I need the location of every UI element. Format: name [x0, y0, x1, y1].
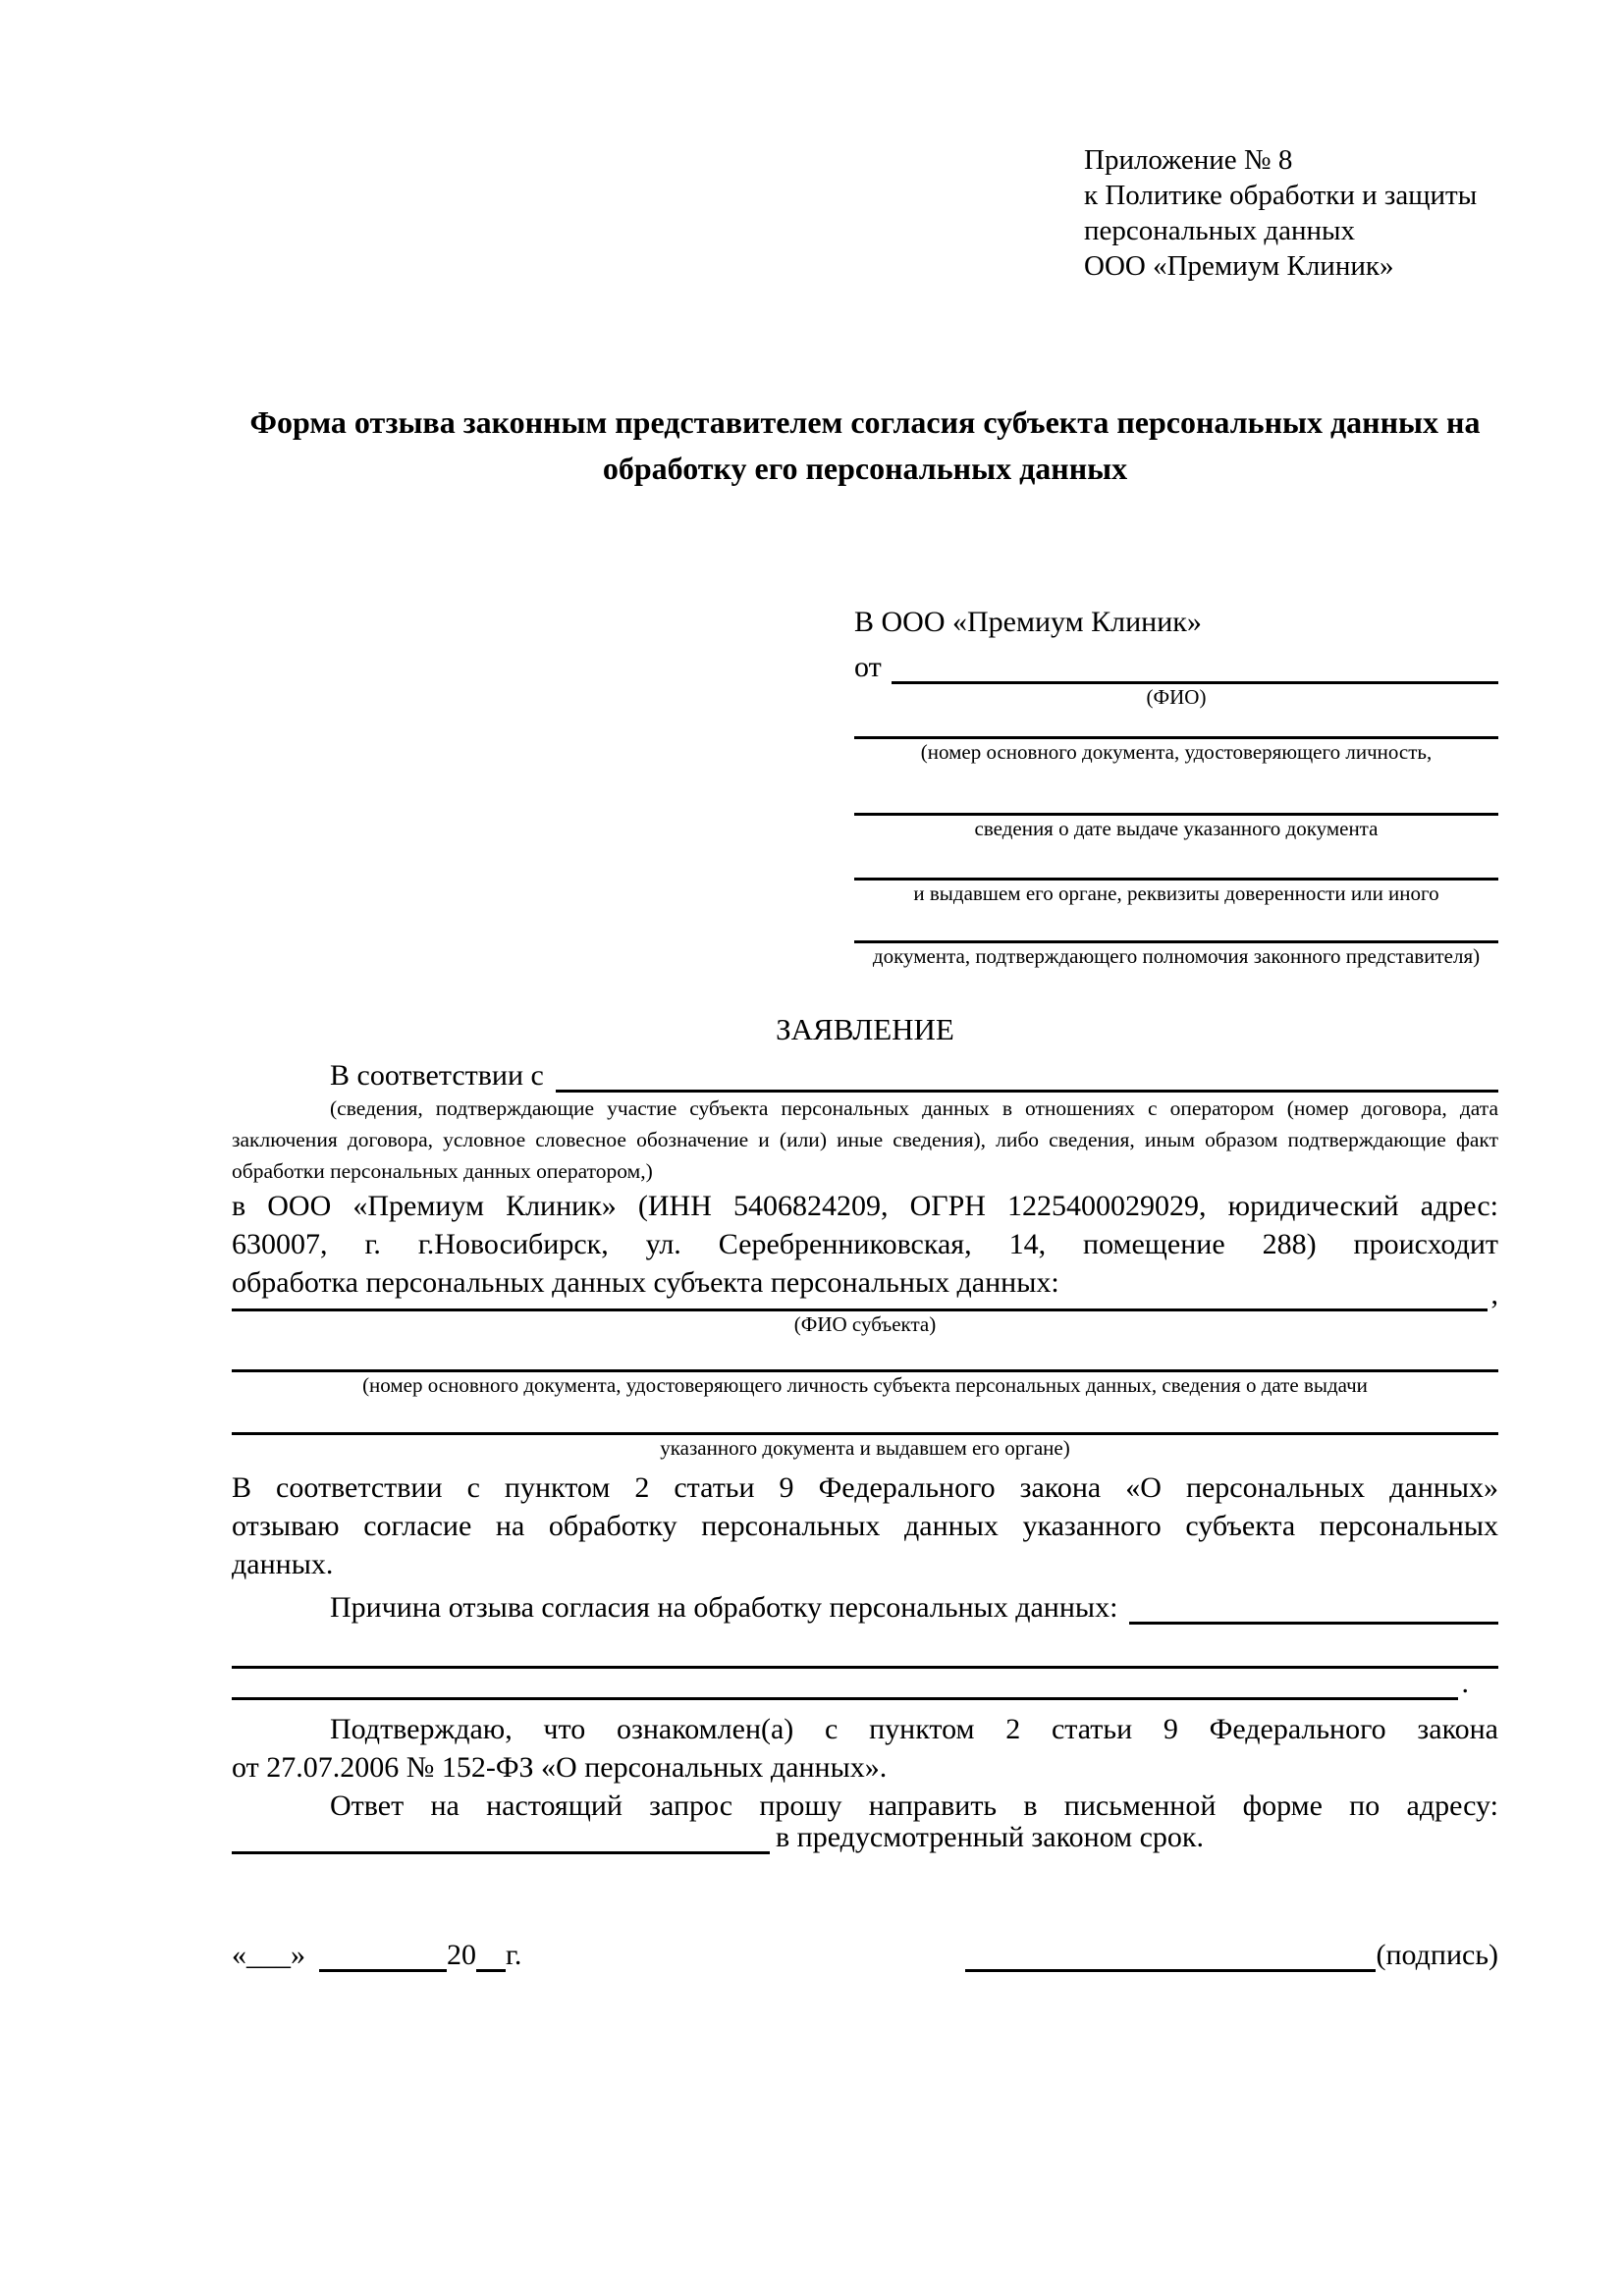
signature-group	[965, 1931, 1498, 1972]
appendix-header-line: персональных данных	[1084, 215, 1356, 246]
footer-row	[232, 1931, 1498, 1972]
reason-label: Причина отзыва согласия на обработку персональных данных:	[330, 1591, 1118, 1624]
doc-caption-3: и выдавшем его органе, реквизиты доверенности или иного	[913, 881, 1439, 905]
operator-paragraph-line-3: обработка персональных данных субъекта персональных данных:	[232, 1266, 1059, 1299]
date-year-suffix: г.	[506, 1939, 522, 1971]
appendix-header-line: ООО «Премиум Клиник»	[1084, 250, 1394, 282]
subject-fio-comma: ,	[1490, 1278, 1498, 1310]
response-request: Ответ на настоящий запрос прошу направить в письменной форме по адресу:	[330, 1789, 1498, 1822]
fio-caption: (ФИО)	[1146, 685, 1207, 709]
subject-doc-input-line-2[interactable]	[232, 1398, 1498, 1435]
appendix-header	[1084, 142, 1498, 284]
signature-input-line[interactable]	[965, 1969, 1376, 1972]
acknowledgement-line-1: Подтверждаю, что ознакомлен(а) с пунктом 2 статьи 9 Федерального закона	[330, 1713, 1498, 1745]
operator-paragraph-line-1: в ООО «Премиум Клиник» (ИНН 5406824209, ОГРН 1225400029029, юридический адрес:	[232, 1190, 1498, 1222]
appendix-header-line: к Политике обработки и защиты	[1084, 180, 1478, 211]
representative-doc-input-line-3[interactable]	[854, 841, 1498, 881]
date-year-input-line[interactable]	[476, 1969, 506, 1972]
from-label: от	[854, 651, 882, 683]
withdrawal-paragraph	[232, 1468, 1498, 1583]
basis-label: В соответствии с	[330, 1059, 544, 1092]
subject-doc-caption-2: указанного документа и выдавшем его органе)	[660, 1436, 1070, 1460]
subject-doc-caption-1: (номер основного документа, удостоверяющего личность субъекта персональных данных, сведения о дате выдачи	[362, 1373, 1368, 1397]
withdrawal-line-1: В соответствии с пунктом 2 статьи 9 Федерального закона «О персональных данных»	[232, 1471, 1498, 1504]
reason-continuation-row	[232, 1669, 1498, 1700]
basis-footnote	[232, 1093, 1498, 1187]
signature-caption: (подпись)	[1376, 1939, 1498, 1971]
form-title: Форма отзыва законным представителем согласия субъекта персональных данных на обработку его персональных данных	[249, 404, 1481, 486]
withdrawal-line-2: отзываю согласие на обработку персональных данных указанного субъекта персональных	[232, 1510, 1498, 1542]
date-month-input-line[interactable]	[319, 1969, 447, 1972]
withdrawal-line-3: данных.	[232, 1548, 334, 1580]
doc-caption-1: (номер основного документа, удостоверяющего личность,	[920, 740, 1433, 764]
addressee-block	[854, 602, 1498, 969]
subject-doc-input-line-1[interactable]	[232, 1337, 1498, 1372]
reason-continuation-line-2[interactable]	[232, 1697, 1458, 1700]
doc-caption-2: сведения о дате выдаче указанного документа	[974, 817, 1379, 840]
reason-input-line[interactable]	[1129, 1622, 1498, 1625]
reason-row	[232, 1583, 1498, 1625]
appendix-header-line: Приложение № 8	[1084, 144, 1293, 176]
operator-paragraph-line-2: 630007, г. г.Новосибирск, ул. Серебренниковская, 14, помещение 288) происходит	[232, 1228, 1498, 1260]
operator-paragraph	[232, 1187, 1498, 1302]
acknowledgement-line-2: от 27.07.2006 № 152-ФЗ «О персональных данных».	[232, 1751, 888, 1784]
basis-row	[232, 1053, 1498, 1093]
statement-heading: ЗАЯВЛЕНИЕ	[776, 1012, 954, 1046]
doc-caption-4: документа, подтверждающего полномочия законного представителя)	[872, 944, 1481, 968]
response-address-input-line[interactable]	[232, 1851, 770, 1854]
reason-period: .	[1461, 1667, 1469, 1699]
date-group	[232, 1931, 521, 1972]
response-address-row	[232, 1821, 1498, 1854]
response-suffix: в предусмотренный законом срок.	[776, 1821, 1204, 1853]
acknowledgement-paragraph	[232, 1710, 1498, 1787]
subject-fio-caption: (ФИО субъекта)	[793, 1312, 937, 1336]
representative-doc-input-line-4[interactable]	[854, 906, 1498, 943]
representative-doc-input-line-1[interactable]	[854, 710, 1498, 739]
from-row	[854, 643, 1498, 684]
representative-doc-input-line-2[interactable]	[854, 765, 1498, 816]
basis-footnote-line-3: обработки персональных данных оператором,)	[232, 1159, 653, 1183]
basis-footnote-line-2: заключения договора, условное словесное обозначение и (или) иные сведения), либо сведения, иным образом подтверждающие факт	[232, 1128, 1498, 1151]
date-day-quotes: «___»	[232, 1939, 305, 1971]
date-year-prefix: 20	[447, 1939, 476, 1971]
addressee-organization: В ООО «Премиум Клиник»	[854, 606, 1202, 638]
basis-footnote-line-1: (сведения, подтверждающие участие субъекта персональных данных в отношениях с оператором (номер договора, дата	[330, 1096, 1498, 1120]
